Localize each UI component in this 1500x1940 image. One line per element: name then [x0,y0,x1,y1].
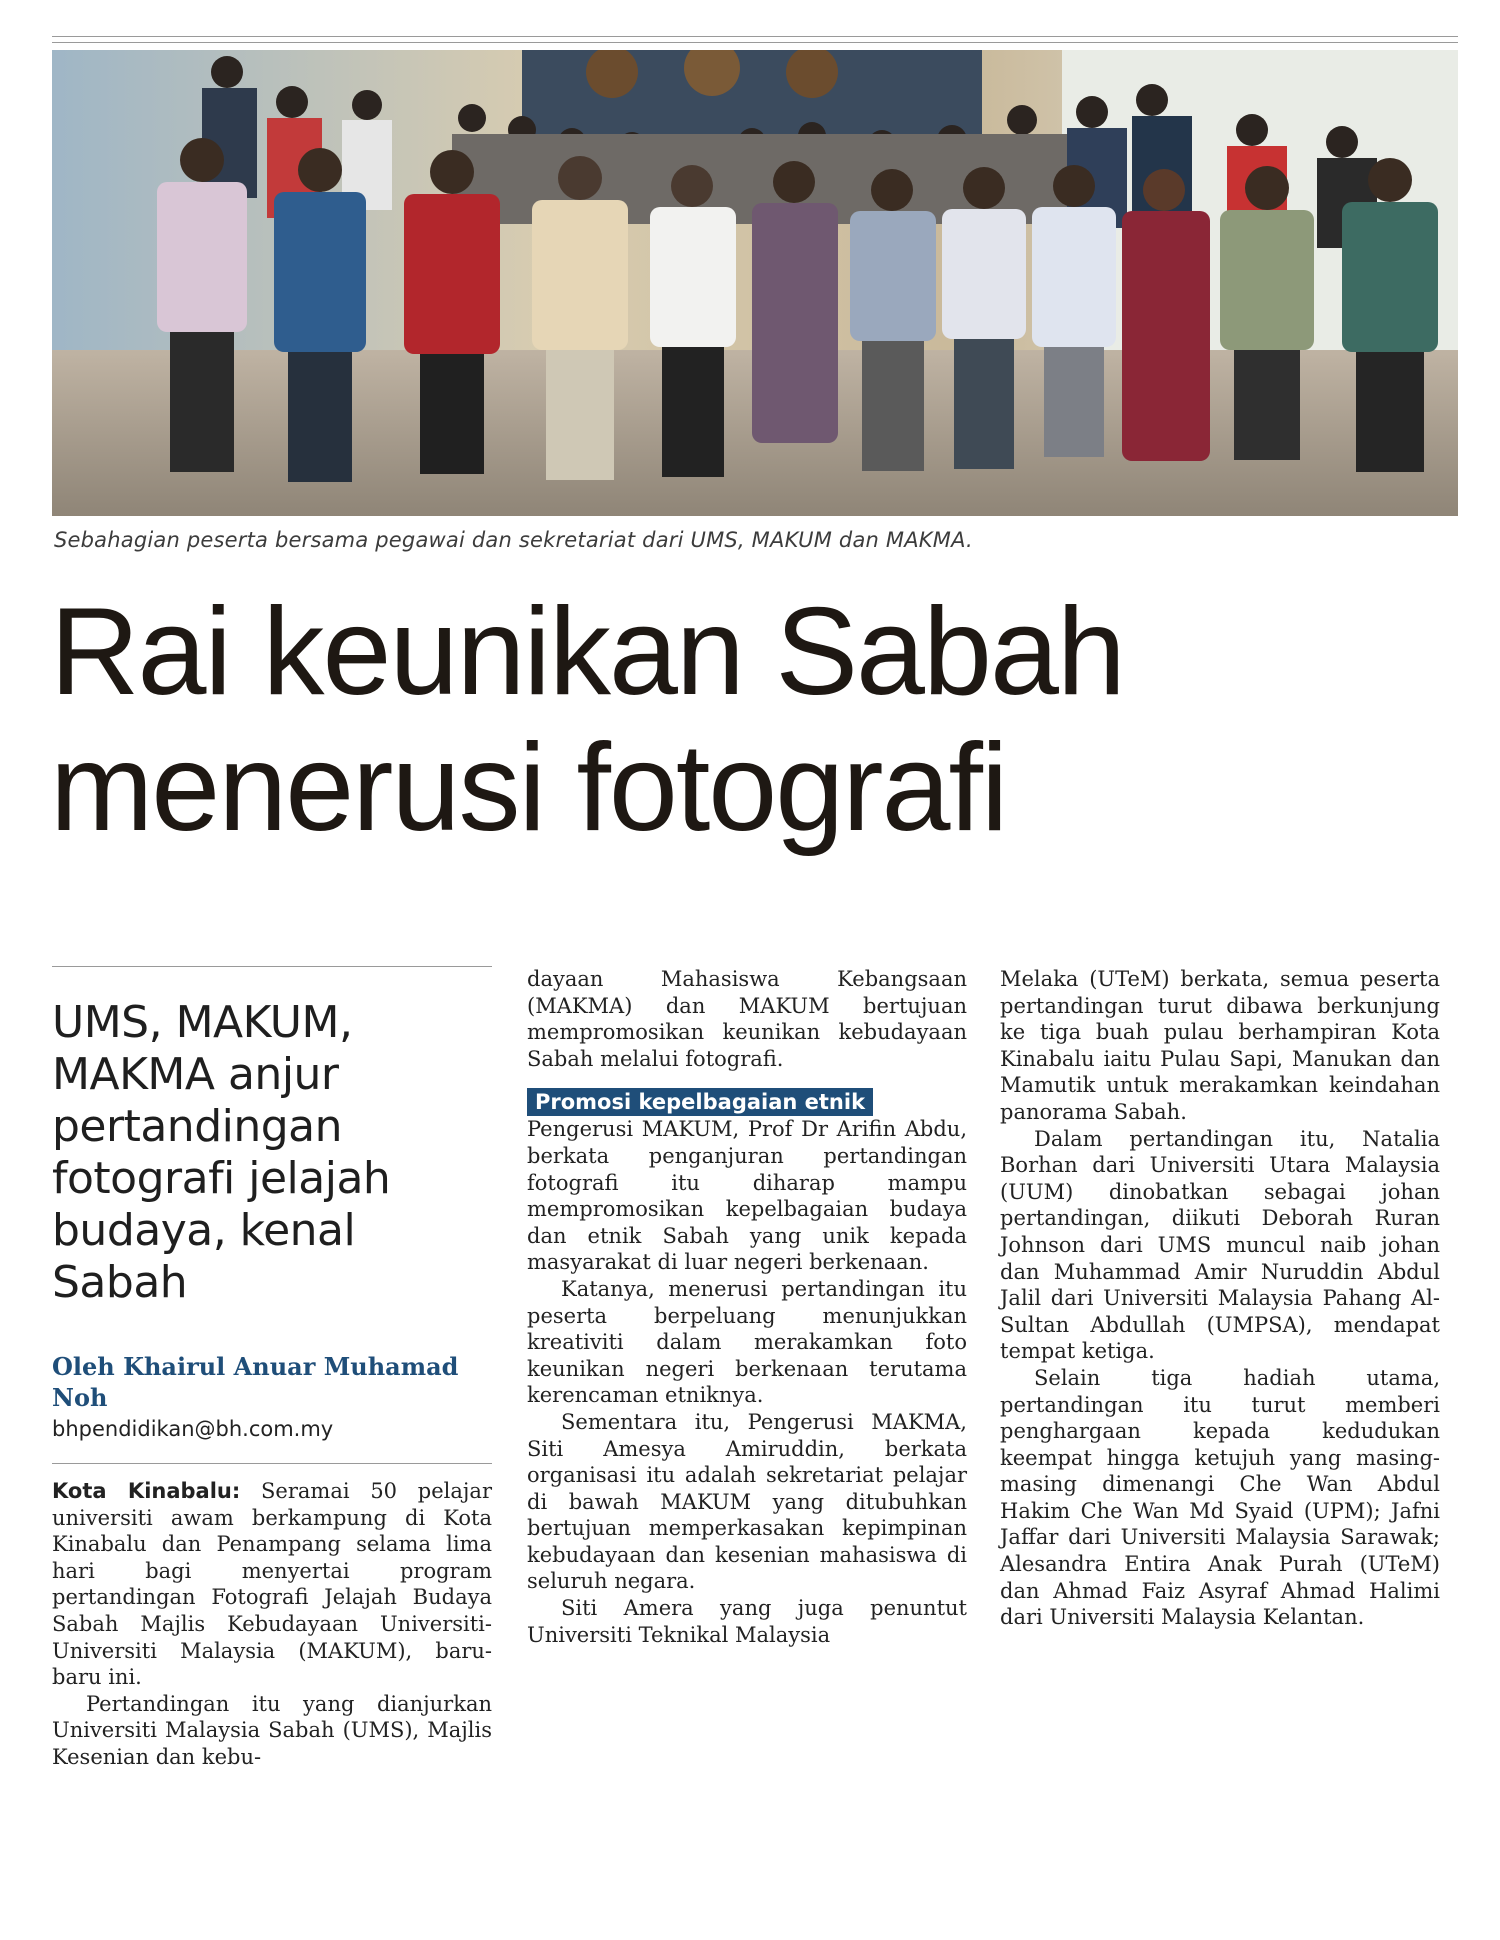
article-body-col1 [52,1478,492,1771]
paragraph: Siti Amera yang juga penuntut Universiti Teknikal Malaysia [527,1596,967,1647]
section-heading: Promosi kepelbagaian etnik [527,1088,873,1116]
group-photo [52,50,1458,516]
paragraph: Pertandingan itu yang dianjurkan Universiti Malaysia Sabah (UMS), Majlis Kesenian dan kebu- [52,1691,492,1769]
byline-rule [52,1463,492,1464]
top-rule-second [52,42,1458,43]
photo-caption: Sebahagian peserta bersama pegawai dan sekretariat dari UMS, MAKUM dan MAKMA. [54,528,973,552]
paragraph: Katanya, menerusi pertandingan itu peserta berpeluang menunjukkan kreativiti dalam merakamkan foto keunikan negeri berkenaan terutama kerencaman etniknya. [527,1276,967,1408]
article-body-col2-cont [527,1116,967,1648]
paragraph: Melaka (UTeM) berkata, semua peserta pertandingan turut dibawa berkunjung ke tiga buah pulau berhampiran Kota Kinabalu iaitu Pulau Sapi, Manukan dan Mamutik untuk merakamkan keindahan panorama Sabah. [1000,967,1440,1124]
paragraph: dayaan Mahasiswa Kebangsaan (MAKMA) dan MAKUM bertujuan mempromosikan keunikan kebudayaan Sabah melalui fotografi. [527,967,967,1071]
dateline: Kota Kinabalu: [52,1479,241,1503]
byline-author: Oleh Khairul Anuar Muhamad Noh [52,1352,459,1412]
column-1 [52,966,492,1771]
column-2 [527,966,967,1648]
paragraph: Sementara itu, Pengerusi MAKMA, Siti Amesya Amiruddin, berkata organisasi itu adalah sekretariat pelajar di bawah MAKUM yang ditubuhkan bertujuan memperkasakan kepimpinan kebudayaan dan kesenian mahasiswa di seluruh negara. [527,1409,967,1594]
column-3 [1000,966,1440,1631]
headline-line-1: Rai keunikan Sabah [50,583,1124,721]
paragraph: Selain tiga hadiah utama, pertandingan itu turut memberi penghargaan kepada kedudukan keempat hingga ketujuh yang masing-masing dimenangi Che Wan Abdul Hakim Che Wan Md Syaid (UPM); Jafni Jaffar dari Universiti Malaysia Sarawak; Alesandra Entira Anak Purah (UTeM) dan Ahmad Faiz Asyraf Ahmad Halimi dari Universiti Malaysia Kelantan. [1000,1365,1440,1630]
subheadline: UMS, MAKUM, MAKMA anjur pertandingan fotografi jelajah budaya, kenal Sabah [52,997,391,1308]
headline [50,584,1470,856]
paragraph: Pengerusi MAKUM, Prof Dr Arifin Abdu, berkata penganjuran pertandingan fotografi itu diharap mampu mempromosikan kepelbagaian budaya dan etnik Sabah yang unik kepada masyarakat di luar negeri berkenaan. [527,1117,967,1275]
paragraph [52,1478,492,1691]
column-rule [52,966,492,967]
byline-email: bhpendidikan@bh.com.my [52,1417,334,1441]
headline-line-2: menerusi fotografi [50,719,1007,857]
article-body-col2 [527,966,967,1072]
paragraph-text: Seramai 50 pelajar universiti awam berkampung di Kota Kinabalu dan Penampang selama lima hari bagi menyertai program pertandingan Fotografi Jelajah Budaya Sabah Majlis Kebudayaan Universiti-Universiti Malaysia (MAKUM), baru-baru ini. [52,1479,492,1690]
top-rule [52,36,1458,37]
paragraph: Dalam pertandingan itu, Natalia Borhan dari Universiti Utara Malaysia (UUM) dinobatkan sebagai johan pertandingan, diikuti Deborah Ruran Johnson dari UMS muncul naib johan dan Muhammad Amir Nuruddin Abdul Jalil dari Universiti Malaysia Pahang Al-Sultan Abdullah (UMPSA), mendapat tempat ketiga. [1000,1126,1440,1364]
article-body-col3 [1000,966,1440,1631]
